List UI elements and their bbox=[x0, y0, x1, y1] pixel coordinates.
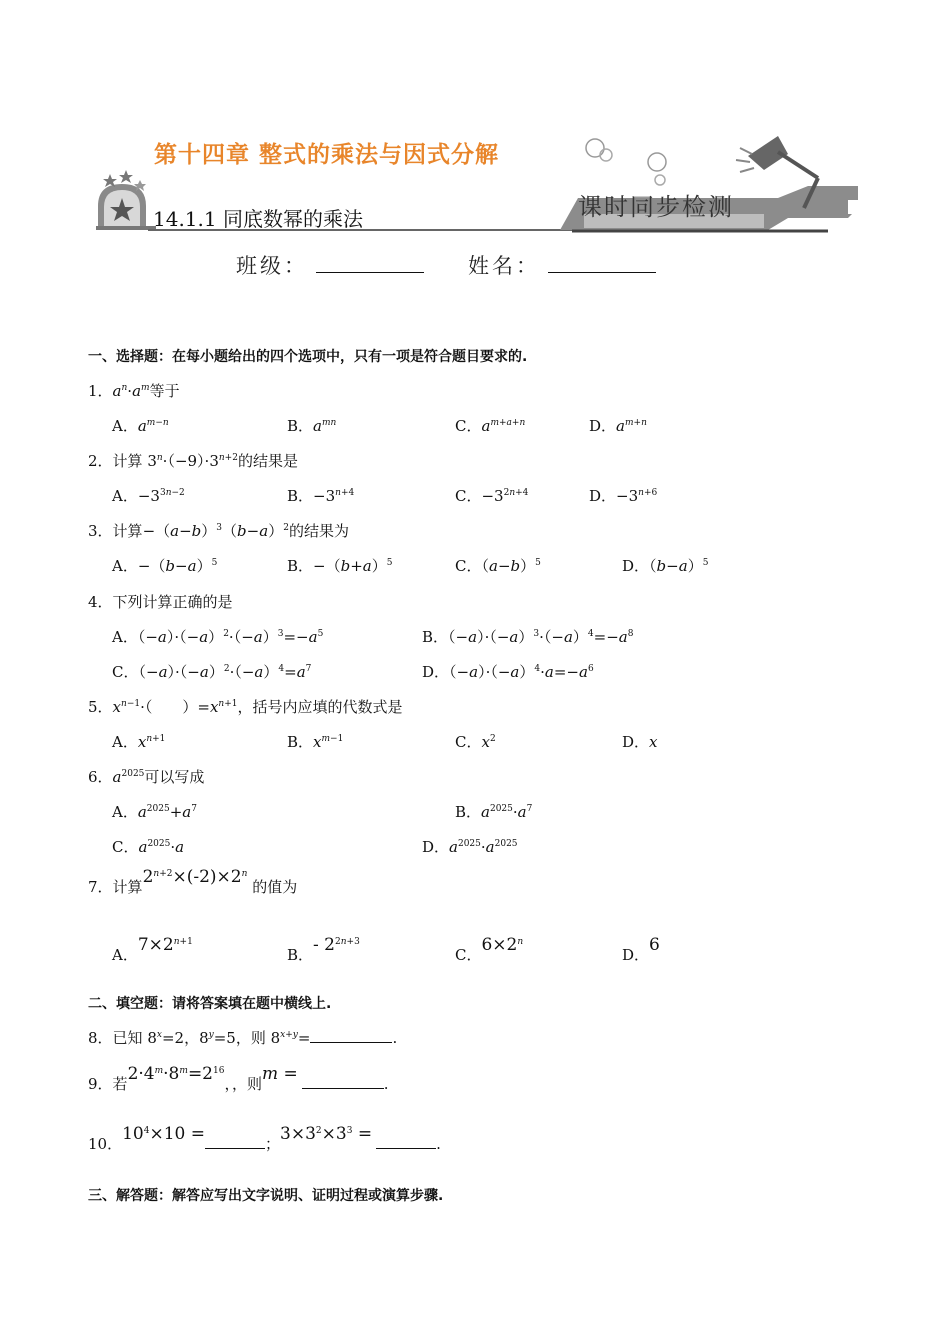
option: C．$-3^{2n+4}$ bbox=[455, 487, 529, 505]
question-1: 1．$a^n\cdot a^m$等于 bbox=[88, 382, 180, 400]
option: C．$x^2$ bbox=[455, 733, 496, 751]
question-8: 8．已知 $8^x=2$，$8^y=5$，则 $8^{x+y}=$ . bbox=[88, 1029, 398, 1047]
option: B．$a^{2025}\cdot a^7$ bbox=[455, 803, 533, 821]
option: C．$a^{2025}\cdot a$ bbox=[112, 838, 185, 856]
section-heading: 三、解答题：解答应写出文字说明、证明过程或演算步骤. bbox=[88, 1188, 444, 1204]
chapter-title: 第十四章 整式的乘法与因式分解 bbox=[154, 142, 500, 168]
option: A．$a^{2025}+a^7$ bbox=[112, 803, 197, 821]
question-3: 3．计算$-(a-b)^3(b-a)^2$的结果为 bbox=[88, 522, 349, 540]
lesson-subtitle: 14.1.1 同底数幂的乘法 bbox=[153, 207, 363, 231]
option: A．$x^{n+1}$ bbox=[112, 733, 166, 751]
answer-blank[interactable] bbox=[310, 1030, 392, 1043]
name-blank[interactable] bbox=[548, 254, 656, 273]
option: B．- $2^{2n+3}$ bbox=[287, 935, 360, 964]
option: D．$(b-a)^5$ bbox=[622, 557, 709, 575]
option: D．x bbox=[622, 733, 658, 751]
question-4: 4．下列计算正确的是 bbox=[88, 593, 233, 611]
option: D．$a^{m+n}$ bbox=[589, 417, 647, 435]
option: A．$7\times 2^{n+1}$ bbox=[112, 935, 193, 964]
option: B．$a^{mn}$ bbox=[287, 417, 337, 435]
option: B．$x^{m-1}$ bbox=[287, 733, 344, 751]
option: D．$-3^{n+6}$ bbox=[589, 487, 658, 505]
option: A．$-3^{3n-2}$ bbox=[112, 487, 185, 505]
option: B．$-(b+a)^5$ bbox=[287, 557, 393, 575]
answer-blank[interactable] bbox=[205, 1136, 265, 1149]
option: A．$(-a)\cdot(-a)^2\cdot(-a)^3=-a^5$ bbox=[112, 628, 324, 646]
name-field: 姓名： bbox=[468, 250, 656, 280]
question-10: 10．$10^4\times 10$ = ；$3\times 3^2\times 3^3$ = . bbox=[88, 1124, 441, 1153]
class-blank[interactable] bbox=[316, 254, 424, 273]
question-5: 5．$x^{n-1}\cdot$（ ）$=x^{n+1}$，括号内应填的代数式是 bbox=[88, 698, 403, 716]
option: B．$-3^{n+4}$ bbox=[287, 487, 355, 505]
option: D．6 bbox=[622, 935, 660, 964]
question-6: 6．$a^{2025}$可以写成 bbox=[88, 768, 205, 786]
option: B．$(-a)\cdot(-a)^3\cdot(-a)^4=-a^8$ bbox=[422, 628, 634, 646]
question-2: 2．计算 $3^n\cdot(-9)\cdot 3^{n+2}$的结果是 bbox=[88, 452, 298, 470]
option: D．$(-a)\cdot(-a)^4\cdot a=-a^6$ bbox=[422, 663, 594, 681]
class-field: 班级： bbox=[236, 250, 424, 280]
star-badge-icon bbox=[98, 170, 146, 230]
question-9: 9．若$2\cdot 4^m\cdot 8^m=2^{16}$，，则m = . bbox=[88, 1064, 389, 1093]
section-heading: 一、选择题：在每小题给出的四个选项中，只有一项是符合题目要求的. bbox=[88, 349, 528, 365]
answer-blank[interactable] bbox=[302, 1076, 384, 1089]
answer-blank[interactable] bbox=[376, 1136, 436, 1149]
sync-test-label: 课时同步检测 bbox=[578, 193, 734, 221]
option: C．$(-a)\cdot(-a)^2\cdot(-a)^4=a^7$ bbox=[112, 663, 312, 681]
option: C．$6\times 2^n$ bbox=[455, 935, 524, 964]
option: C．$(a-b)^5$ bbox=[455, 557, 541, 575]
option: D．$a^{2025}\cdot a^{2025}$ bbox=[422, 838, 518, 856]
option: A．$a^{m-n}$ bbox=[112, 417, 169, 435]
option: A．$-(b-a)^5$ bbox=[112, 557, 218, 575]
option: C．$a^{m+a+n}$ bbox=[455, 417, 526, 435]
question-7: 7．计算$2^{n+2}\times(-2)\times 2^n$ 的值为 bbox=[88, 867, 298, 896]
section-heading: 二、填空题：请将答案填在题中横线上. bbox=[88, 996, 332, 1012]
